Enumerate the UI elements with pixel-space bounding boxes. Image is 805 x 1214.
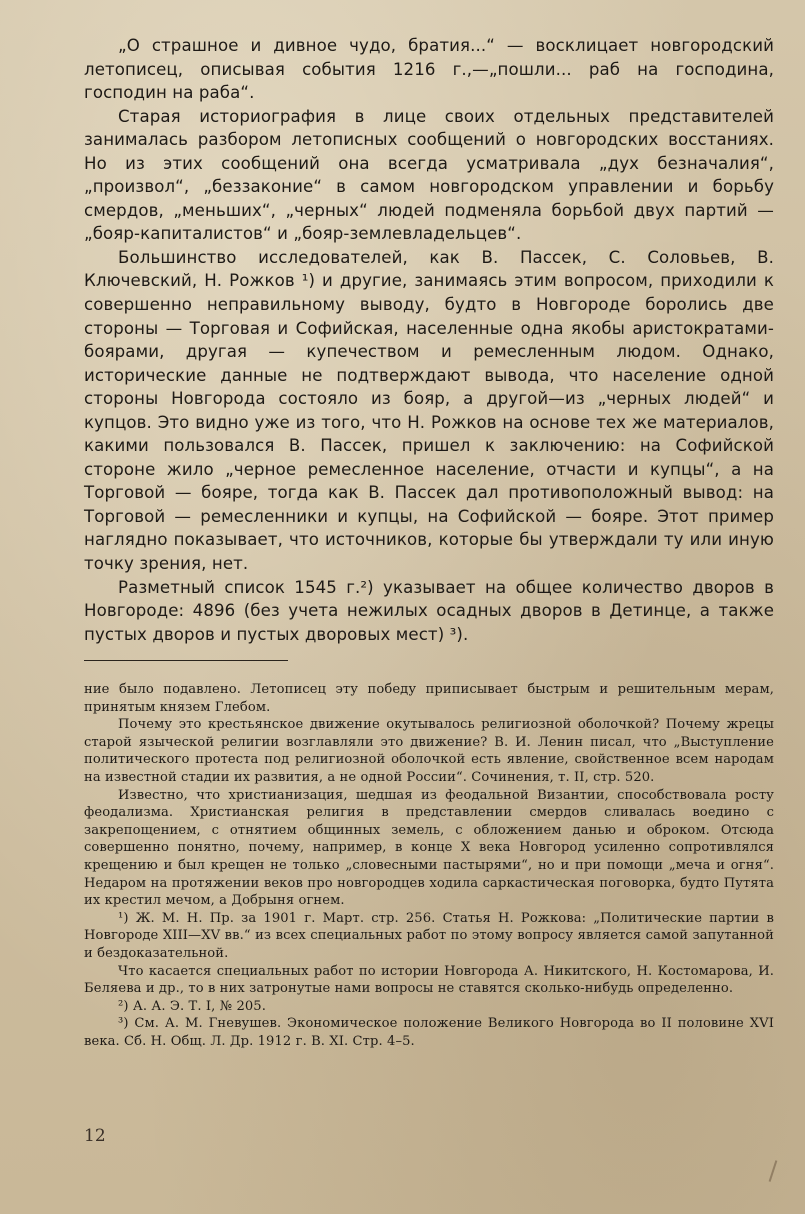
footnote-paragraph: Почему это крестьянское движение окутывалось религиозной оболочкой? Почему жрецы старой языческой религии возглавляли это движение? В. И. Ленин писал, что „Выступление политического протеста под религиозной оболочкой есть явление, свойственное всем народам на известной стадии их развития, а не одной России“. Сочинения, т. II, стр. 520. — [84, 717, 774, 785]
footnote-continuation: ние было подавлено. Летописец эту победу приписывает быстрым и решительным мерам, принятым князем Глебом. — [84, 682, 774, 715]
footnote-3: ³) См. А. М. Гневушев. Экономическое положение Великого Новгорода во II половине XVI века. Сб. Н. Общ. Л. Др. 1912 г. В. XI. Стр. 4–5. — [84, 1016, 774, 1049]
footnote-divider — [84, 660, 288, 661]
page-number: 12 — [84, 1126, 106, 1146]
footnote-2: ²) А. А. Э. Т. I, № 205. — [118, 998, 267, 1014]
footnotes — [84, 681, 774, 1050]
main-paragraph-3: Большинство исследователей, как В. Пассек, С. Соловьев, В. Ключевский, Н. Рожков ¹) и другие, занимаясь этим вопросом, приходили к совершенно неправильному выводу, будто в Новгороде боролись две стороны — Торговая и Софийская, населенные одна якобы аристократами-боярами, другая — купечеством и ремесленным людом. Однако, исторические данные не подтверждают вывода, что население одной стороны Новгорода состояло из бояр, а другой—из „черных людей“ и купцов. Это видно уже из того, что Н. Рожков на основе тех же материалов, какими пользовался В. Пассек, пришел к заключению: на Софийской стороне жило „черное ремесленное население, отчасти и купцы“, а на Торговой — бояре, тогда как В. Пассек дал противоположный вывод: на Торговой — ремесленники и купцы, на Софийской — бояре. Этот пример наглядно показывает, что источников, которые бы утверждали ту или иную точку зрения, нет. — [84, 247, 774, 574]
main-paragraph-2: Старая историография в лице своих отдельных представителей занималась разбором летописных сообщений о новгородских восстаниях. Но из этих сообщений она всегда усматривала „дух безначалия“, „произвол“, „беззаконие“ в самом новгородском управлении и борьбу смердов, „меньших“, „черных“ людей подменяла борьбой двух партий — „бояр-капиталистов“ и „бояр-землевладельцев“. — [84, 106, 774, 244]
footnote-1: ¹) Ж. М. Н. Пр. за 1901 г. Март. стр. 256. Статья Н. Рожкова: „Политические партии в Новгороде XIII—XV вв.“ из всех специальных работ по этому вопросу является самой запутанной и бездоказательной. — [84, 910, 774, 961]
footnote-paragraph: Известно, что христианизация, шедшая из феодальной Византии, способствовала росту феодализма. Христианская религия в представлении смердов сливалась воедино с закрепощением, с отнятием общинных земель, с обложением данью и оброком. Отсюда совершенно понятно, почему, например, в конце X века Новгород усиленно сопротивлялся крещению и был крещен не только „словесными пастырями“, но и при помощи „меча и огня“. Недаром на протяжении веков про новгородцев ходила саркастическая поговорка, будто Путята их крестил мечом, а Добрыня огнем. — [84, 787, 774, 909]
main-paragraph-4: Разметный список 1545 г.²) указывает на общее количество дворов в Новгороде: 4896 (без учета нежилых осадных дворов в Детинце, а также пустых дворов и пустых дворовых мест) ³). — [84, 577, 774, 644]
main-text — [84, 34, 774, 646]
paper-scratch-mark — [769, 1160, 777, 1181]
footnote-1-continuation: Что касается специальных работ по истории Новгорода А. Никитского, Н. Костомарова, И. Беляева и др., то в них затронутые нами вопросы не ставятся сколько-нибудь определенно. — [84, 963, 774, 997]
main-paragraph-1: „О страшное и дивное чудо, братия...“ — восклицает новгородский летописец, описывая события 1216 г.,—„пошли... раб на господина, господин на раба“. — [84, 36, 774, 103]
